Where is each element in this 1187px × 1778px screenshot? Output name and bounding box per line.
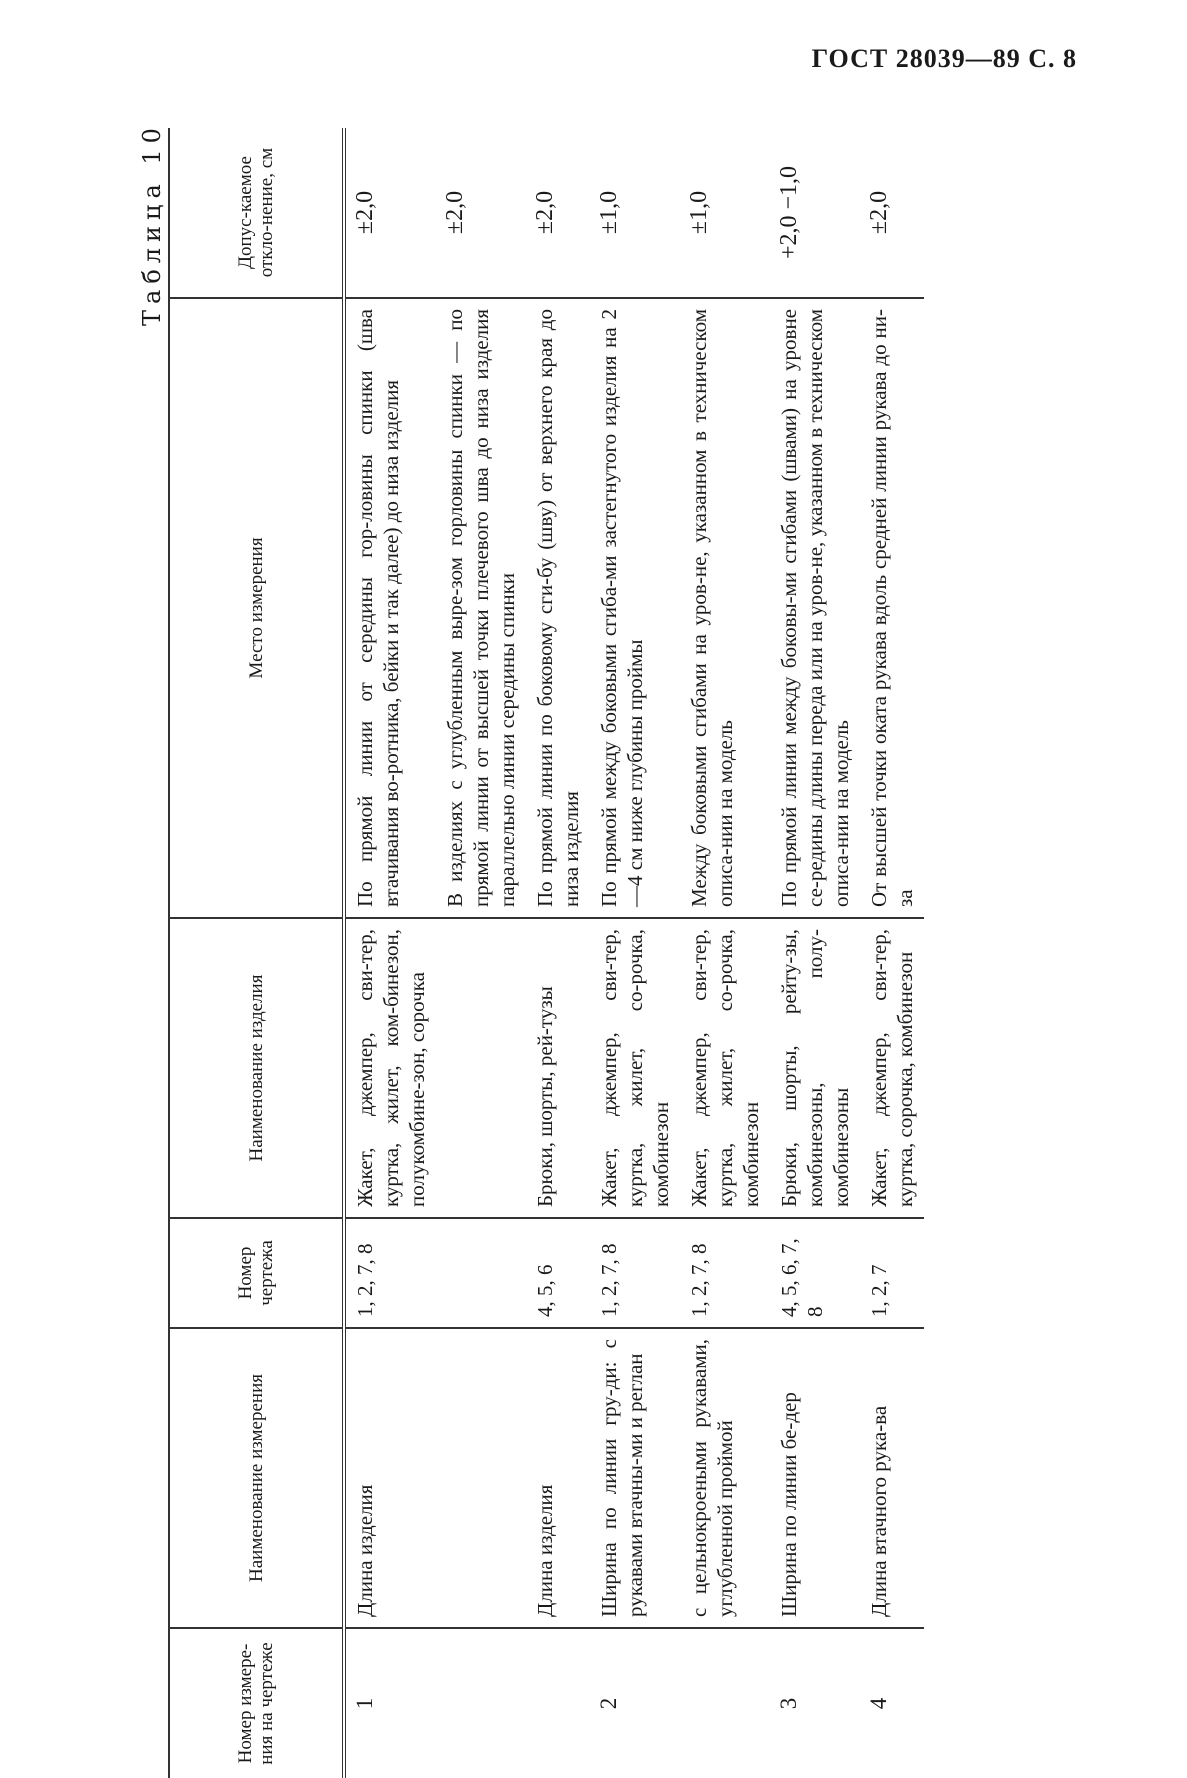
col-header-place: Место измерения [169, 298, 344, 918]
cell-place: По прямой между боковыми сгиба-ми застегнутого изделия на 2—4 см ниже глубины проймы [590, 298, 680, 918]
cell-item: Жакет, джемпер, сви-тер, куртка, жилет, со-рочка, комбинезон [680, 918, 770, 1218]
cell-name [436, 1328, 526, 1628]
cell-item: Брюки, шорты, рейту-зы, комбинезоны, полу-комбинезоны [770, 918, 860, 1218]
cell-name: Длина изделия [526, 1328, 590, 1628]
cell-drawing [436, 1218, 526, 1328]
cell-name: Ширина по линии бе-дер [770, 1328, 860, 1628]
cell-tolerance: ±2,0 [526, 128, 590, 298]
cell-drawing: 4, 5, 6, 7, 8 [770, 1218, 860, 1328]
cell-item: Брюки, шорты, рей-тузы [526, 918, 590, 1218]
cell-name: с цельнокроеными рукавами, углубленной проймой [680, 1328, 770, 1628]
col-header-drawing: Номер чертежа [169, 1218, 344, 1328]
table-title: Таблица 10 [138, 122, 166, 326]
cell-tolerance: +2,0 −1,0 [770, 128, 860, 298]
col-header-num: Номер измере-ния на чертеже [235, 1642, 277, 1765]
cell-tolerance: ±2,0 [436, 128, 526, 298]
rotated-table-container [168, 128, 968, 1778]
table-row [860, 128, 924, 1778]
col-header-name: Наименование измерения [169, 1328, 344, 1628]
cell-place: Между боковыми сгибами на уров-не, указанном в техническом описа-нии на модель [680, 298, 770, 918]
cell-place: По прямой линии между боковы-ми сгибами (швами) на уровне се-редины длины переда или на уров-не, указанном в техническом описа-нии на модель [770, 298, 860, 918]
cell-place: От высшей точки оката рукава вдоль средней линии рукава до ни-за [860, 298, 924, 918]
cell-num [436, 1628, 526, 1778]
table-header-row [169, 128, 344, 1778]
cell-tolerance: ±1,0 [590, 128, 680, 298]
cell-num: 1 [352, 1697, 377, 1710]
cell-tolerance: ±2,0 [344, 128, 436, 298]
cell-drawing: 1, 2, 7, 8 [344, 1218, 436, 1328]
cell-name: Длина втачного рука-ва [860, 1328, 924, 1628]
col-header-tolerance: Допус-каемое откло-нение, см [169, 128, 344, 298]
table-row [590, 128, 680, 1778]
measurement-table [168, 128, 924, 1778]
table-row [680, 128, 770, 1778]
cell-item: Жакет, джемпер, сви-тер, куртка, жилет, ком-бинезон, полукомбине-зон, сорочка [344, 918, 436, 1218]
cell-place: По прямой линии от середины гор-ловины спинки (шва втачивания во-ротника, бейки и так далее) до низа изделия [344, 298, 436, 918]
col-header-item: Наименование изделия [169, 918, 344, 1218]
cell-drawing: 1, 2, 7, 8 [680, 1218, 770, 1328]
cell-item: Жакет, джемпер, сви-тер, куртка, сорочка, комбинезон [860, 918, 924, 1218]
cell-tolerance: ±1,0 [680, 128, 770, 298]
cell-place: В изделиях с углубленным выре-зом горловины спинки — по прямой линии от высшей точки плечевого шва до низа изделия параллельно линии середины спинки [436, 298, 526, 918]
cell-num: 3 [776, 1697, 801, 1710]
cell-name: Длина изделия [344, 1328, 436, 1628]
cell-item [436, 918, 526, 1218]
cell-num: 4 [866, 1697, 891, 1710]
cell-name: Ширина по линии гру-ди: с рукавами втачны-ми и реглан [590, 1328, 680, 1628]
cell-drawing: 1, 2, 7 [860, 1218, 924, 1328]
page-header: ГОСТ 28039—89 С. 8 [811, 44, 1077, 73]
table-row [436, 128, 526, 1778]
table-row [526, 128, 590, 1778]
cell-place: По прямой линии по боковому сги-бу (шву) от верхнего края до низа изделия [526, 298, 590, 918]
cell-drawing: 1, 2, 7, 8 [590, 1218, 680, 1328]
cell-num [526, 1628, 590, 1778]
table-row [344, 128, 436, 1778]
cell-num [680, 1628, 770, 1778]
table-row [770, 128, 860, 1778]
cell-drawing: 4, 5, 6 [526, 1218, 590, 1328]
cell-item: Жакет, джемпер, сви-тер, куртка, жилет, со-рочка, комбинезон [590, 918, 680, 1218]
cell-num: 2 [596, 1697, 621, 1710]
cell-tolerance: ±2,0 [860, 128, 924, 298]
